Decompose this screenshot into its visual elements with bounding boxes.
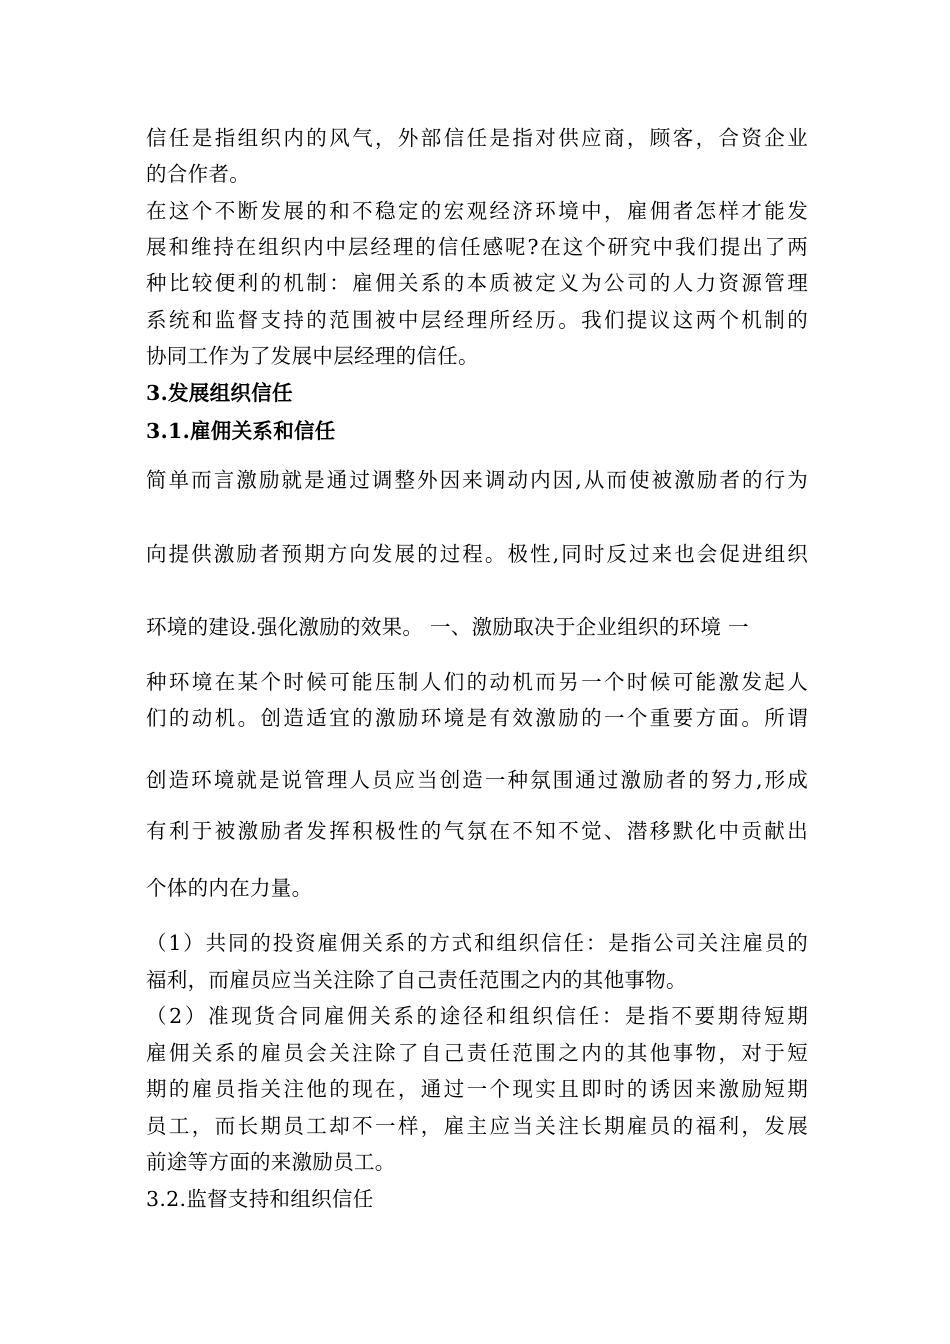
body-text-line: 有利于被激励者发挥积极性的气氛在不知不觉、潜移默化中贡献出: [146, 819, 808, 843]
body-text-line: 种比较便利的机制：雇佣关系的本质被定义为公司的人力资源管理: [146, 271, 808, 295]
body-text-line: 创造环境就是说管理人员应当创造一种氛围通过激励者的努力,形成: [146, 768, 808, 792]
body-text-line: 在这个不断发展的和不稳定的宏观经济环境中，雇佣者怎样才能发: [146, 199, 808, 223]
body-text-line: 展和维持在组织内中层经理的信任感呢?在这个研究中我们提出了两: [146, 235, 808, 259]
list-item-text: 期的雇员指关注他的现在，通过一个现实且即时的诱因来激励短期: [146, 1077, 808, 1101]
subsection-heading: 3.2.监督支持和组织信任: [146, 1187, 374, 1211]
body-text-line: 向提供激励者预期方向发展的过程。极性,同时反过来也会促进组织: [146, 542, 808, 566]
body-text-line: 系统和监督支持的范围被中层经理所经历。我们提议这两个机制的: [146, 308, 808, 332]
body-text-line: 的合作者。: [146, 162, 250, 186]
body-text-line: 们的动机。创造适宜的激励环境是有效激励的一个重要方面。所谓: [146, 706, 808, 730]
body-text-line: 个体的内在力量。: [146, 876, 313, 900]
body-text-line: 简单而言激励就是通过调整外因来调动内因,从而使被激励者的行为: [146, 468, 808, 492]
list-item-text: 福利，而雇员应当关注除了自己责任范围之内的其他事物。: [146, 968, 687, 992]
body-text-line: 协同工作为了发展中层经理的信任。: [146, 344, 479, 368]
body-text-line: 环境的建设.强化激励的效果。 一、激励取决于企业组织的环境 一: [146, 615, 749, 639]
body-text-line: 信任是指组织内的风气，外部信任是指对供应商，顾客，合资企业: [146, 126, 808, 150]
body-text-line: 种环境在某个时候可能压制人们的动机而另一个时候可能激发起人: [146, 670, 808, 694]
list-item-text: 雇佣关系的雇员会关注除了自己责任范围之内的其他事物，对于短: [146, 1041, 808, 1065]
list-item-text: 前途等方面的来激励员工。: [146, 1150, 396, 1174]
subsection-heading: 3.1.雇佣关系和信任: [146, 419, 336, 443]
list-item-text: （2）准现货合同雇佣关系的途径和组织信任：是指不要期待短期: [146, 1004, 808, 1028]
section-heading: 3.发展组织信任: [146, 381, 293, 405]
list-item-text: 员工，而长期员工却不一样，雇主应当关注长期雇员的福利，发展: [146, 1114, 808, 1138]
list-item-text: （1）共同的投资雇佣关系的方式和组织信任：是指公司关注雇员的: [146, 931, 808, 955]
